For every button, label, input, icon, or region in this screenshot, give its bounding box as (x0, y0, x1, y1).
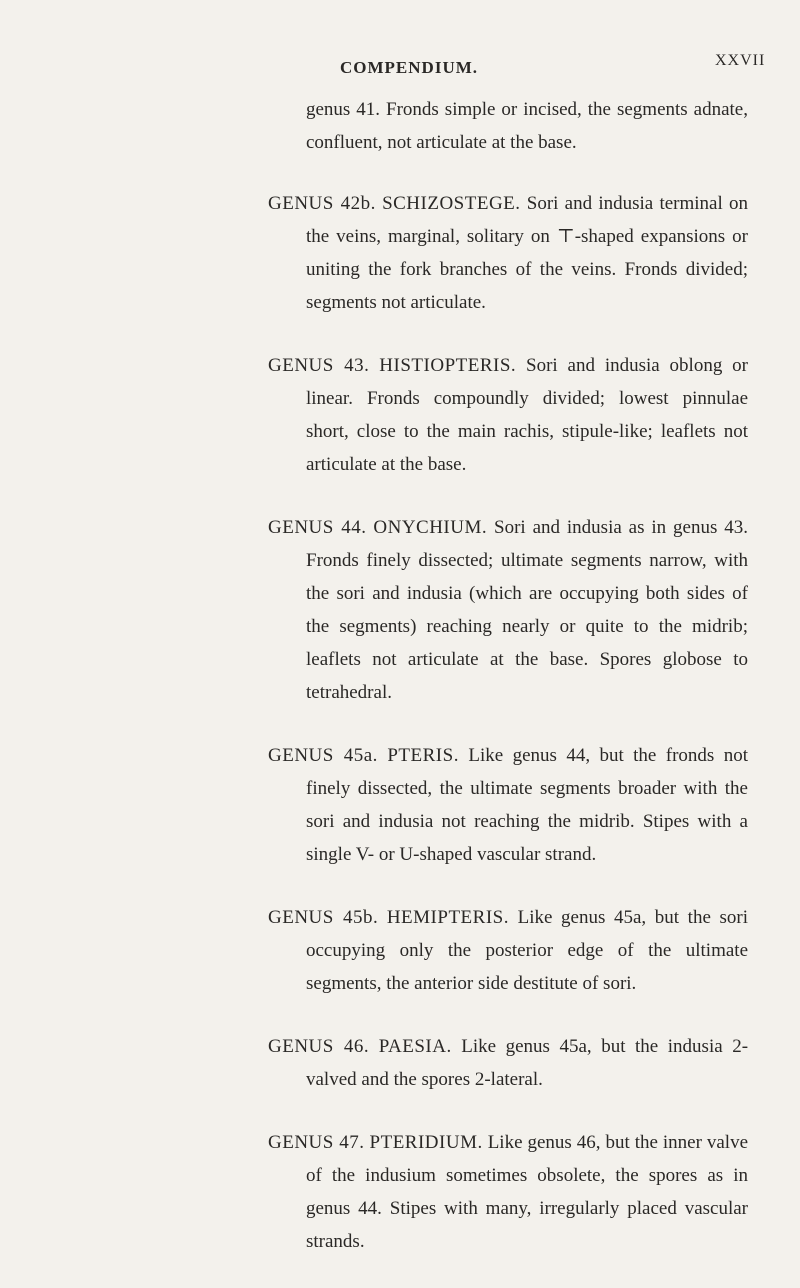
genus-name: HEMIPTERIS. (386, 907, 509, 928)
running-title: COMPENDIUM. (340, 58, 479, 77)
genus-description: Sori and indusia terminal on the veins, marginal, solitary on ⊤-shaped expansions or uniting the fork branches of the veins. Fronds divided; segments not articulate. (306, 193, 749, 313)
genus-description: Like genus 45a, but the indusia 2-valved and the spores 2-lateral. (306, 1036, 749, 1090)
genus-entry-43 (268, 349, 748, 481)
page-body (268, 93, 748, 1288)
genus-entry-47 (268, 1126, 748, 1258)
genus-description: Like genus 46, but the inner valve of the indusium sometimes obsolete, the spores as in genus 44. Stipes with many, irregularly placed vascular strands. (306, 1132, 749, 1252)
genus-number: GENUS 46. (268, 1036, 370, 1057)
genus-name: PAESIA. (378, 1036, 452, 1057)
genus-description: Sori and indusia as in genus 43. Fronds finely dissected; ultimate segments narrow, with the sori and indusia (which are occupying both sides of the segments) reaching nearly or quite to the midrib; leaflets not articulate at the base. Spores globose to tetrahedral. (306, 517, 749, 703)
genus-name: ONYCHIUM. (373, 517, 488, 538)
genus-number: GENUS 45a. (268, 745, 378, 766)
page-header (0, 52, 800, 88)
genus-name: PTERIS. (387, 745, 459, 766)
genus-name: SCHIZOSTEGE. (382, 193, 521, 214)
genus-description: Like genus 45a, but the sori occupying only the posterior edge of the ultimate segments, the anterior side destitute of sori. (306, 907, 749, 994)
genus-number: GENUS 47. (268, 1132, 365, 1153)
genus-name: PTERIDIUM. (369, 1132, 483, 1153)
genus-name: HISTIOPTERIS. (379, 355, 517, 376)
genus-description: Sori and indusia oblong or linear. Fronds compoundly divided; lowest pinnulae short, close to the main rachis, stipule-like; leaflets not articulate at the base. (306, 355, 749, 475)
genus-entry-44 (268, 511, 748, 709)
genus-number: GENUS 44. (268, 517, 367, 538)
page-number: XXVII (715, 52, 766, 69)
intro-paragraph: genus 41. Fronds simple or incised, the segments adnate, confluent, not articulate at the base. (306, 99, 748, 153)
genus-number: GENUS 45b. (268, 907, 379, 928)
genus-number: GENUS 42b. (268, 193, 376, 214)
genus-description: Like genus 44, but the fronds not finely dissected, the ultimate segments broader with the sori and indusia not reaching the midrib. Stipes with a single V- or U-shaped vascular strand. (306, 745, 748, 865)
genus-entry-46 (268, 1030, 748, 1096)
genus-entry-42b (268, 187, 748, 319)
genus-entry-45a (268, 739, 748, 871)
genus-number: GENUS 43. (268, 355, 370, 376)
genus-entry-45b (268, 901, 748, 1000)
